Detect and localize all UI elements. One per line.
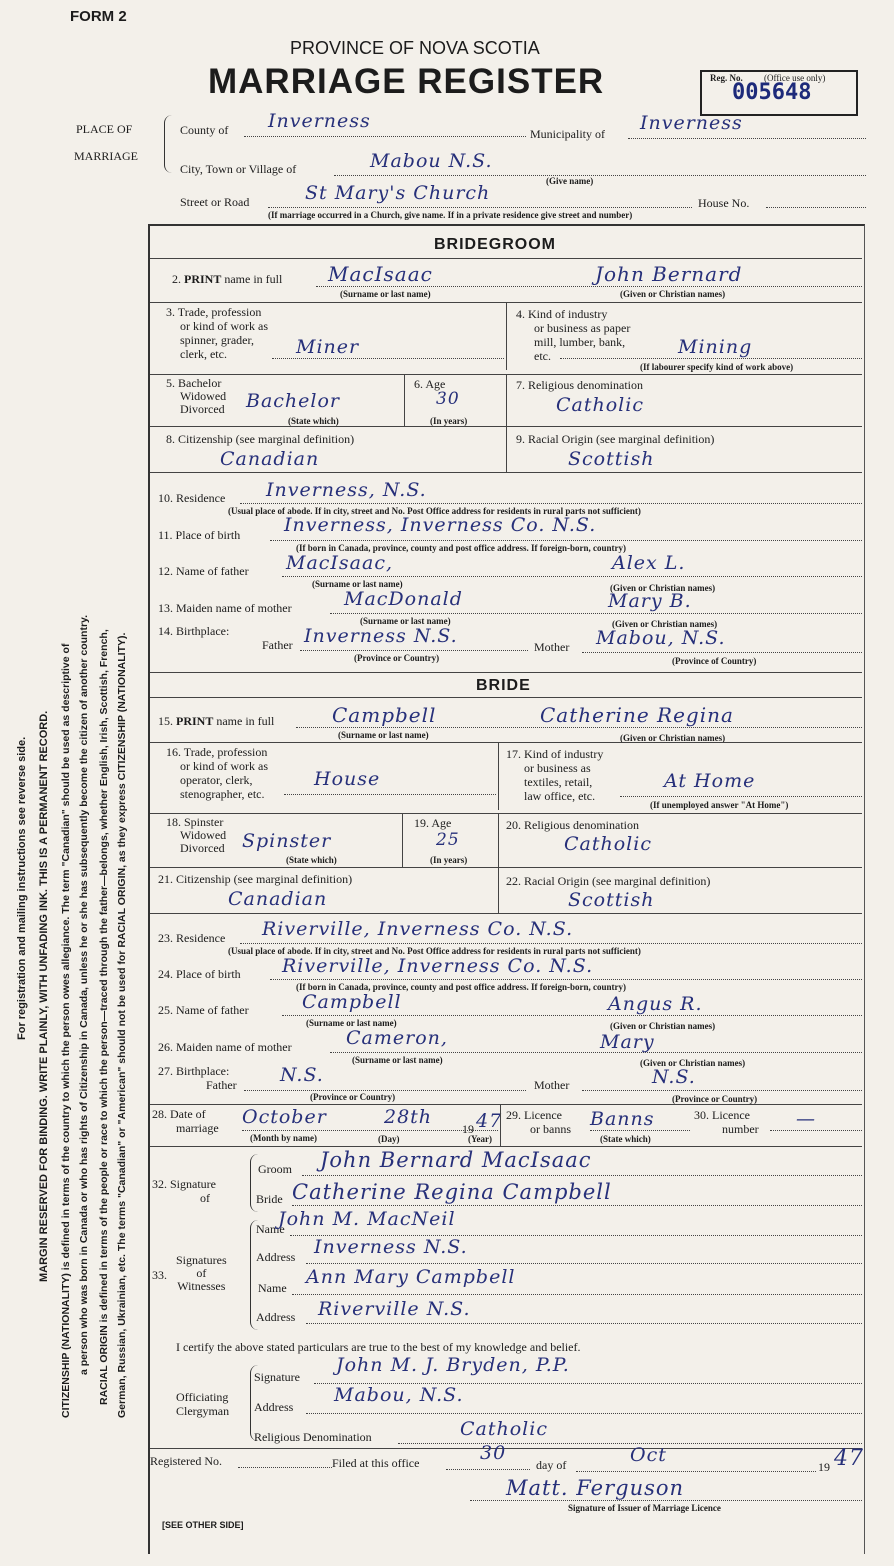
street-label: Street or Road: [180, 195, 250, 209]
bride-mother-surname-cap: (Surname or last name): [352, 1055, 443, 1065]
filed-year: 47: [834, 1446, 864, 1471]
w2-name-word: Name: [258, 1281, 287, 1295]
witness2-name: Ann Mary Campbell: [306, 1266, 516, 1288]
marriage-year-suffix: 47: [476, 1110, 503, 1132]
groom-residence-cap: (Usual place of abode. If in city, street and No. Post Office address for residents in rural parts not sufficient): [228, 506, 641, 516]
place-of-label: PLACE OF: [76, 122, 133, 136]
bride-prov-cap2: (Province or Country): [672, 1094, 758, 1104]
give-name-caption: (Give name): [546, 176, 594, 186]
bride-citizenship-value: Canadian: [228, 888, 328, 910]
groom-birthplace-father: Inverness N.S.: [304, 625, 458, 647]
reg-number-box: [700, 70, 858, 116]
groom-racial-value: Scottish: [568, 448, 655, 470]
bride-status-value: Spinster: [242, 830, 332, 852]
groom-surname-cap: (Surname or last name): [340, 289, 431, 299]
bride-birthplace-father: N.S.: [280, 1064, 324, 1086]
municipality-value: Inverness: [640, 112, 743, 134]
groom-in-years: (In years): [430, 416, 468, 426]
groom-birth-cap: (If born in Canada, province, county and post office address. If foreign-born, country): [296, 543, 627, 553]
groom-racial-label: 9. Racial Origin (see marginal definition): [516, 432, 715, 446]
groom-citizenship-value: Canadian: [220, 448, 320, 470]
licence-value: Banns: [590, 1108, 655, 1130]
bride-name-label: 15. PRINT name in full: [158, 714, 275, 728]
groom-mother-label: 13. Maiden name of mother: [158, 601, 292, 615]
groom-birthplace-mother: Mabou, N.S.: [596, 627, 726, 649]
day-cap: (Day): [378, 1134, 400, 1144]
page-title: MARRIAGE REGISTER: [208, 62, 605, 101]
margin-line-5: RACIAL ORIGIN is defined in terms of the people or race to which the person—traced through the father—belongs, whether English, Irish, Scottish, French,: [98, 629, 110, 1405]
house-label: House No.: [698, 196, 750, 210]
groom-word: Groom: [258, 1162, 292, 1176]
filed-day: 30: [480, 1442, 507, 1464]
clergy-religion: Catholic: [460, 1418, 548, 1440]
groom-residence-label: 10. Residence: [158, 491, 226, 505]
groom-industry-cap: (If labourer specify kind of work above): [640, 362, 794, 372]
groom-birth-label: 11. Place of birth: [158, 528, 241, 542]
groom-bp-mother-word: Mother: [534, 640, 570, 654]
groom-bp-father-word: Father: [262, 638, 293, 652]
licence-number-value: —: [796, 1108, 816, 1130]
bride-industry-cap: (If unemployed answer "At Home"): [650, 800, 789, 810]
registered-label: Registered No.: [150, 1454, 222, 1468]
groom-prov-cap2: (Province of Country): [672, 656, 757, 666]
groom-signature: John Bernard MacIsaac: [320, 1148, 592, 1172]
groom-mother-surname: MacDonald: [344, 588, 463, 610]
groom-trade-label: 3. Trade, profession or kind of work as spinner, grader, clerk, etc.: [166, 305, 268, 361]
county-value: Inverness: [268, 110, 371, 132]
groom-surname: MacIsaac: [328, 262, 433, 286]
groom-prov-cap: (Province or Country): [354, 653, 440, 663]
reg-number: 005648: [732, 80, 812, 105]
filed-month: Oct: [630, 1444, 667, 1466]
bride-racial-label: 22. Racial Origin (see marginal definition): [506, 874, 711, 888]
bride-birth-value: Riverville, Inverness Co. N.S.: [282, 955, 594, 977]
groom-industry-label: 4. Kind of industry or business as paper mill, lumber, bank, etc.: [516, 307, 631, 363]
groom-citizenship-label: 8. Citizenship (see marginal definition): [166, 432, 355, 446]
groom-given: John Bernard: [595, 262, 743, 286]
groom-given-cap: (Given or Christian names): [620, 289, 726, 299]
groom-name-no: 2.: [172, 272, 181, 286]
w1-name-word: Name: [256, 1222, 285, 1236]
marriage-month: October: [242, 1106, 327, 1128]
margin-line-1: For registration and mailing instructions see reverse side.: [16, 736, 28, 1040]
groom-residence-value: Inverness, N.S.: [266, 479, 427, 501]
bride-surname-cap: (Surname or last name): [338, 730, 429, 740]
bride-mother-surname: Cameron,: [346, 1027, 448, 1049]
bride-mother-given: Mary: [600, 1031, 655, 1053]
licence-label: 29. Licence or banns: [506, 1108, 571, 1136]
witness1-address: Inverness N.S.: [314, 1236, 468, 1258]
street-note: (If marriage occurred in a Church, give name. If in a private residence give street and number): [268, 210, 633, 220]
groom-name-print: PRINT: [184, 272, 222, 286]
witness1-name: John M. MacNeil: [278, 1208, 456, 1230]
city-label: City, Town or Village of: [180, 162, 297, 176]
margin-line-2: MARGIN RESERVED FOR BINDING. WRITE PLAINLY, WITH UNFADING INK. THIS IS A PERMANENT RECORD.: [38, 710, 50, 1282]
bride-father-given: Angus R.: [608, 993, 703, 1015]
bride-residence-cap: (Usual place of abode. If in city, street and No. Post Office address for residents in rural parts not sufficient): [228, 946, 641, 956]
groom-father-label: 12. Name of father: [158, 564, 249, 578]
groom-state-which: (State which): [288, 416, 339, 426]
groom-industry-value: Mining: [678, 336, 753, 358]
certify-statement: I certify the above stated particulars are true to the best of my knowledge and belief.: [176, 1340, 581, 1354]
bride-age-label: 19. Age: [414, 816, 452, 830]
bride-status-label: 18. Spinster Widowed Divorced: [166, 815, 227, 855]
marriage-day: 28th: [384, 1106, 433, 1128]
groom-status-label: 5. Bachelor Widowed Divorced: [166, 376, 227, 416]
filed-year-prefix: 19: [818, 1460, 830, 1474]
municipality-label: Municipality of: [530, 127, 605, 141]
groom-age-label: 6. Age: [414, 377, 446, 391]
marriage-year-prefix: 19: [462, 1122, 474, 1136]
bride-mother-given-cap: (Given or Christian names): [640, 1058, 746, 1068]
groom-birthplace-label: 14. Birthplace:: [158, 624, 230, 638]
witness-label: Signatures of Witnesses: [176, 1253, 227, 1293]
groom-religion-value: Catholic: [556, 394, 644, 416]
groom-mother-surname-cap: (Surname or last name): [360, 616, 451, 626]
groom-birth-value: Inverness, Inverness Co. N.S.: [284, 514, 597, 536]
margin-line-6: German, Russian, Ukrainian, etc. The terms "Canadian" or "American" should not be used for RACIAL ORIGIN, as they express CITIZENSHIP (NATIONALITY).: [116, 632, 128, 1418]
province-title: PROVINCE OF NOVA SCOTIA: [290, 38, 540, 58]
groom-father-given: Alex L.: [612, 552, 686, 574]
office-use-label: (Office use only): [764, 73, 826, 83]
bride-age-value: 25: [436, 830, 460, 850]
marriage-label: MARRIAGE: [74, 149, 139, 163]
day-of-label: day of: [536, 1458, 567, 1472]
bride-state-which: (State which): [286, 855, 337, 865]
licence-state-cap: (State which): [600, 1134, 651, 1144]
year-cap: (Year): [468, 1134, 492, 1144]
groom-father-given-cap: (Given or Christian names): [610, 583, 716, 593]
bride-trade-label: 16. Trade, profession or kind of work as operator, clerk, stenographer, etc.: [166, 745, 268, 801]
clergy-label: Officiating Clergyman: [176, 1390, 230, 1418]
bride-heading: BRIDE: [476, 677, 531, 694]
groom-mother-given-cap: (Given or Christian names): [612, 619, 718, 629]
bride-in-years: (In years): [430, 855, 468, 865]
w2-address-word: Address: [256, 1310, 296, 1324]
bride-prov-cap: (Province or Country): [310, 1092, 396, 1102]
month-cap: (Month by name): [250, 1133, 317, 1143]
w1-address-word: Address: [256, 1250, 296, 1264]
signature-label: 32. Signature of: [152, 1177, 216, 1205]
groom-status-value: Bachelor: [246, 390, 341, 412]
bride-birth-cap: (If born in Canada, province, county and post office address. If foreign-born, country): [296, 982, 627, 992]
bride-religion-value: Catholic: [564, 833, 652, 855]
see-other-side: [SEE OTHER SIDE]: [162, 1520, 244, 1530]
groom-name-label: [172, 272, 282, 287]
form-number: FORM 2: [70, 8, 127, 25]
licence-number-label: 30. Licence number: [694, 1108, 759, 1136]
clergy-religion-word: Religious Denomination: [254, 1430, 372, 1444]
bride-bp-father-word: Father: [206, 1078, 237, 1092]
street-value: St Mary's Church: [305, 182, 491, 204]
margin-line-4: a person who was born in Canada or who has rights of Citizenship in Canada, unless he or she has subsequently become the citizen of another country.: [78, 614, 90, 1375]
clergy-address: Mabou, N.S.: [334, 1384, 464, 1406]
reg-label: Reg. No.: [710, 73, 743, 83]
clergy-sig-word: Signature: [254, 1370, 300, 1384]
groom-religion-label: 7. Religious denomination: [516, 378, 643, 392]
bride-religion-label: 20. Religious denomination: [506, 818, 639, 832]
bride-birthplace-mother: N.S.: [652, 1066, 696, 1088]
issuer-signature: Matt. Ferguson: [506, 1476, 685, 1500]
bridegroom-heading: BRIDEGROOM: [434, 236, 556, 253]
bride-father-surname-cap: (Surname or last name): [306, 1018, 397, 1028]
bride-racial-value: Scottish: [568, 889, 655, 911]
city-value: Mabou N.S.: [370, 150, 493, 172]
bride-citizenship-label: 21. Citizenship (see marginal definition): [158, 872, 353, 886]
bride-industry-label: 17. Kind of industry or business as textiles, retail, law office, etc.: [506, 747, 604, 803]
bride-bp-mother-word: Mother: [534, 1078, 570, 1092]
bride-father-label: 25. Name of father: [158, 1003, 249, 1017]
bride-given: Catherine Regina: [540, 703, 734, 727]
bride-signature: Catherine Regina Campbell: [292, 1180, 612, 1204]
bride-residence-label: 23. Residence: [158, 931, 226, 945]
issuer-caption: Signature of Issuer of Marriage Licence: [568, 1503, 721, 1513]
marriage-date-label: 28. Date of marriage: [152, 1107, 219, 1135]
bride-trade-value: House: [314, 768, 381, 790]
clergy-signature: John M. J. Bryden, P.P.: [336, 1354, 570, 1376]
bride-mother-label: 26. Maiden name of mother: [158, 1040, 292, 1054]
groom-name-rest: name in full: [224, 272, 283, 286]
margin-line-3: CITIZENSHIP (NATIONALITY) is defined in terms of the country to which the person owes allegiance. The term "Canadian" should be used as descriptive of: [60, 643, 72, 1418]
clergy-address-word: Address: [254, 1400, 294, 1414]
groom-father-surname-cap: (Surname or last name): [312, 579, 403, 589]
county-label: County of: [180, 123, 229, 137]
groom-trade-value: Miner: [296, 336, 360, 358]
place-brace: [164, 115, 173, 173]
bride-word: Bride: [256, 1192, 283, 1206]
groom-age-value: 30: [436, 389, 460, 409]
bride-birthplace-label: 27. Birthplace:: [158, 1064, 230, 1078]
bride-father-surname: Campbell: [302, 991, 402, 1013]
filed-label: Filed at this office: [332, 1456, 420, 1470]
witness2-address: Riverville N.S.: [318, 1298, 471, 1320]
bride-birth-label: 24. Place of birth: [158, 967, 241, 981]
bride-surname: Campbell: [332, 703, 437, 727]
bride-father-given-cap: (Given or Christian names): [610, 1021, 716, 1031]
bride-residence-value: Riverville, Inverness Co. N.S.: [262, 918, 574, 940]
bride-given-cap: (Given or Christian names): [620, 733, 726, 743]
groom-father-surname: MacIsaac,: [286, 552, 394, 574]
bride-industry-value: At Home: [664, 770, 756, 792]
groom-mother-given: Mary B.: [608, 590, 692, 612]
witness-number: 33.: [152, 1268, 167, 1282]
